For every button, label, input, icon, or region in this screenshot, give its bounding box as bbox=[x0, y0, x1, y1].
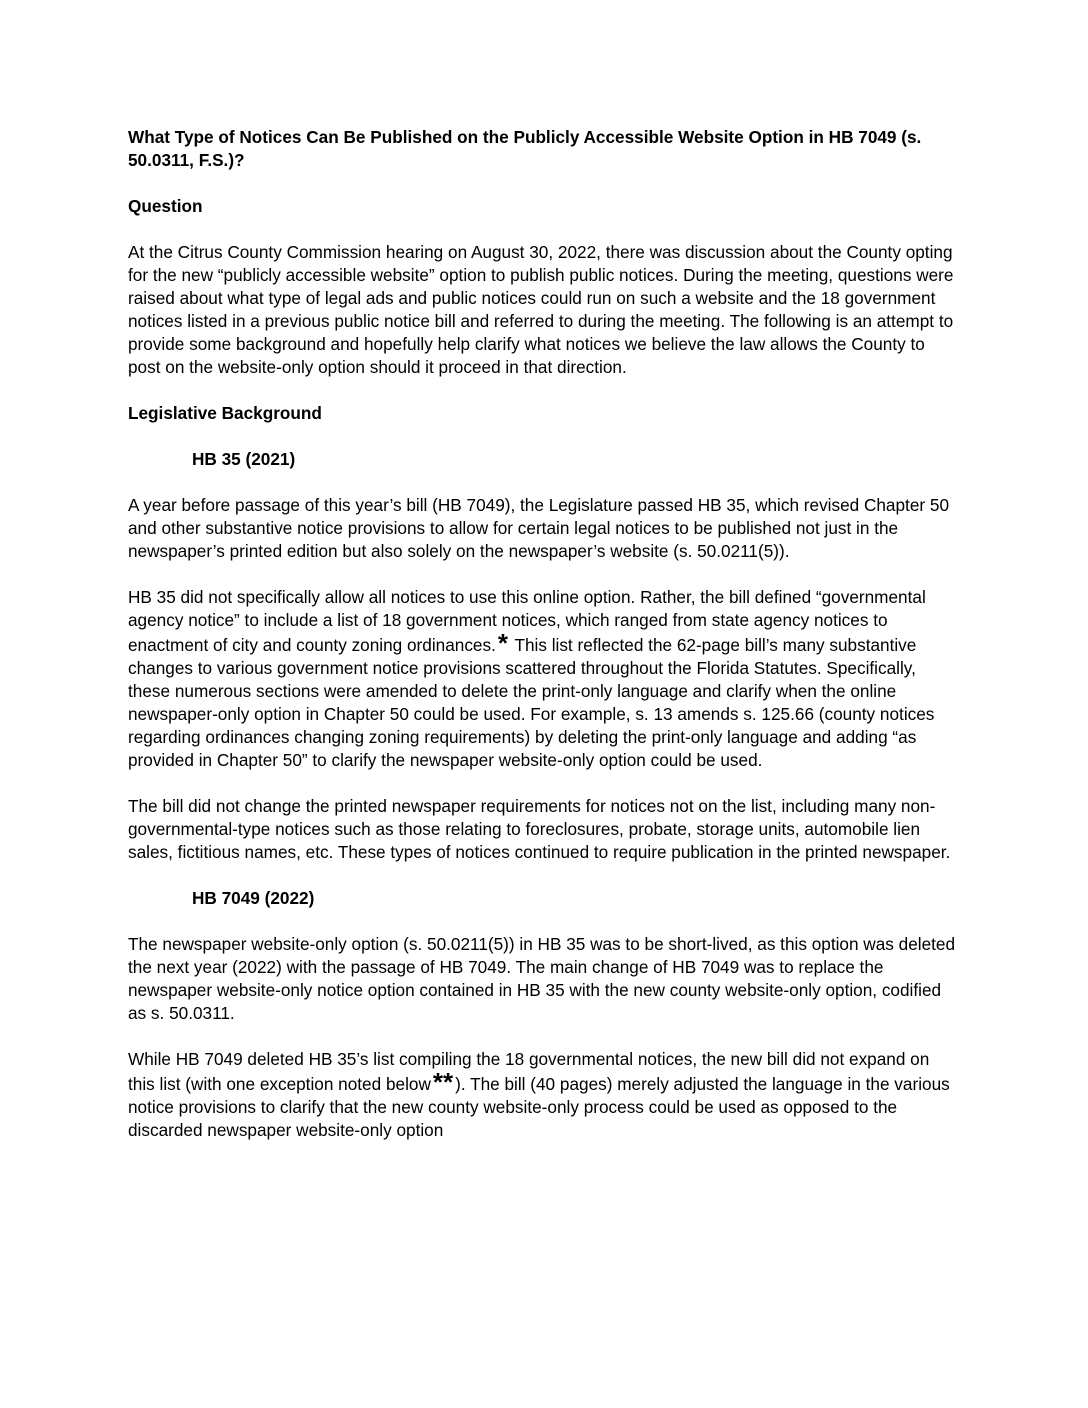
hb35-paragraph-3: The bill did not change the printed newspaper requirements for notices not on the list, including many non-governmental-type notices such as those relating to foreclosures, probate, storage units, automobile lien sales, fictitious names, etc. These types of notices continued to require publication in the printed newspaper. bbox=[128, 796, 951, 862]
footnote-marker-single: * bbox=[497, 628, 508, 658]
hb35-paragraph-2-text-a: HB 35 did not specifically allow all notices to use this online option. Rather, the bill defined “governmental agency notice” to include a list of 18 government notices, which ranged from state agency notices to enactment of city and county zoning ordinances. bbox=[128, 587, 926, 655]
hb7049-heading: HB 7049 (2022) bbox=[192, 888, 315, 908]
hb35-paragraph-2 bbox=[128, 586, 960, 772]
hb7049-paragraph-2 bbox=[128, 1048, 960, 1142]
document-title: What Type of Notices Can Be Published on the Publicly Accessible Website Option in HB 7049 (s. 50.0311, F.S.)? bbox=[128, 127, 922, 170]
hb7049-paragraph-2-text-b: ). The bill (40 pages) merely adjusted the language in the various notice provisions to clarify that the new county website-only process could be used as opposed to the discarded newspaper website-only option bbox=[128, 1074, 950, 1140]
question-paragraph: At the Citrus County Commission hearing on August 30, 2022, there was discussion about the County opting for the new “publicly accessible website” option to publish public notices. During the meeting, questions were raised about what type of legal ads and public notices could run on such a website and the 18 government notices listed in a previous public notice bill and referred to during the meeting. The following is an attempt to provide some background and hopefully help clarify what notices we believe the law allows the County to post on the website-only option should it proceed in that direction. bbox=[128, 242, 954, 377]
legislative-background-heading: Legislative Background bbox=[128, 403, 322, 423]
hb35-paragraph-1: A year before passage of this year’s bill (HB 7049), the Legislature passed HB 35, which revised Chapter 50 and other substantive notice provisions to allow for certain legal notices to be published not just in the newspaper’s printed edition but also solely on the newspaper’s website (s. 50.0211(5)). bbox=[128, 495, 950, 561]
hb35-heading: HB 35 (2021) bbox=[192, 449, 296, 469]
hb35-paragraph-2-text-b: This list reflected the 62-page bill’s many substantive changes to various government notice provisions scattered throughout the Florida Statutes. Specifically, these numerous sections were amended to delete the print-only language and clarify when the online newspaper-only option in Chapter 50 could be used. For example, s. 13 amends s. 125.66 (county notices regarding ordinances changing zoning requirements) by deleting the print-only language and adding “as provided in Chapter 50” to clarify the newspaper website-only option could be used. bbox=[128, 635, 935, 770]
question-heading: Question bbox=[128, 196, 203, 216]
footnote-marker-double: ** bbox=[432, 1067, 454, 1097]
hb7049-paragraph-2-text-a: While HB 7049 deleted HB 35’s list compiling the 18 governmental notices, the new bill did not expand on this list (with one exception noted below bbox=[128, 1049, 930, 1094]
document-page bbox=[128, 126, 960, 1165]
hb7049-paragraph-1: The newspaper website-only option (s. 50.0211(5)) in HB 35 was to be short-lived, as this option was deleted the next year (2022) with the passage of HB 7049. The main change of HB 7049 was to replace the newspaper website-only notice option contained in HB 35 with the new county website-only option, codified as s. 50.0311. bbox=[128, 934, 956, 1023]
